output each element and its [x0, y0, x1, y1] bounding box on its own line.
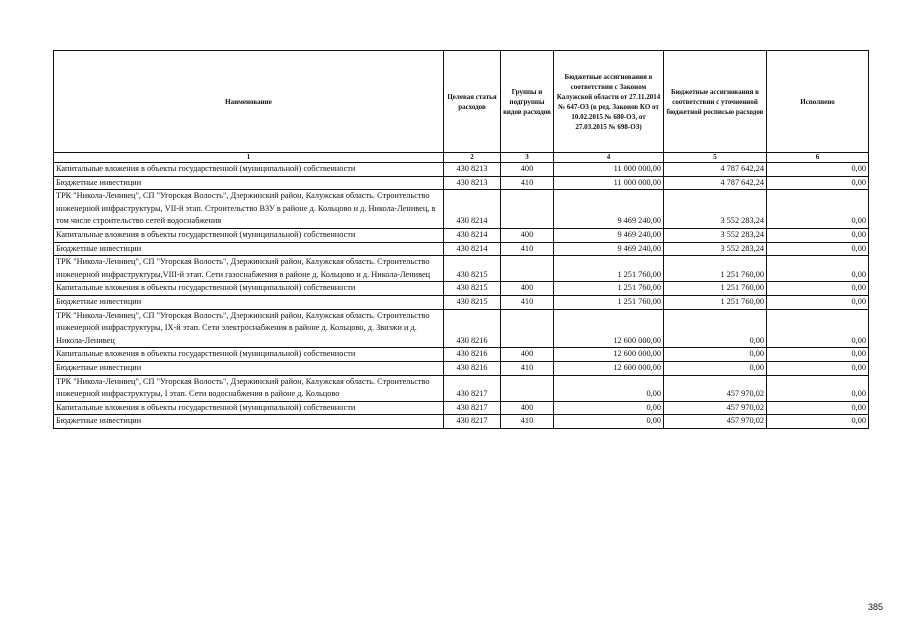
row-target-code: 430 8213 [444, 163, 501, 177]
row-expense-group: 400 [501, 282, 554, 296]
row-name: ТРК "Никола-Ленивец", СП "Угорская Волость", Дзержинский район, Калужская область. Строительство инженерной инфраструктуры, VII-й этап. Строительство ВЗУ в районе д. Кольцово и д. Никола-Ленивец, в том числе строительство сетей водоснабжения [54, 190, 444, 229]
row-law-amount: 0,00 [554, 401, 664, 415]
row-list-amount: 457 970,02 [664, 401, 767, 415]
row-executed-amount: 0,00 [767, 242, 869, 256]
row-expense-group: 410 [501, 242, 554, 256]
row-name: ТРК "Никола-Ленивец", СП "Угорская Волость", Дзержинский район, Калужская область. Строительство инженерной инфраструктуры,VIII-й этап. Сети газоснабжения в районе д. Кольцово и д. Никола-Ленивец [54, 256, 444, 282]
row-name: ТРК "Никола-Ленивец", СП "Угорская Волость", Дзержинский район, Калужская область. Строительство инженерной инфраструктуры, I этап. Сети водоснабжения в районе д. Кольцово [54, 375, 444, 401]
column-numbers-row [54, 153, 869, 163]
row-list-amount: 457 970,02 [664, 415, 767, 429]
table-row [54, 375, 869, 401]
row-target-code: 430 8216 [444, 348, 501, 362]
row-expense-group: 410 [501, 361, 554, 375]
row-list-amount: 457 970,02 [664, 375, 767, 401]
row-list-amount: 0,00 [664, 348, 767, 362]
row-law-amount: 1 251 760,00 [554, 282, 664, 296]
row-expense-group [501, 309, 554, 348]
table-row [54, 228, 869, 242]
row-list-amount: 1 251 760,00 [664, 282, 767, 296]
row-executed-amount: 0,00 [767, 163, 869, 177]
row-expense-group: 400 [501, 401, 554, 415]
table-row [54, 295, 869, 309]
row-law-amount: 11 000 000,00 [554, 163, 664, 177]
row-target-code: 430 8216 [444, 309, 501, 348]
row-law-amount: 0,00 [554, 415, 664, 429]
row-list-amount: 0,00 [664, 309, 767, 348]
column-number: 5 [664, 153, 767, 163]
row-list-amount: 1 251 760,00 [664, 295, 767, 309]
header-expense-groups: Группы и подгруппы видов расходов [501, 51, 554, 153]
budget-sheet [53, 50, 868, 429]
row-name: Бюджетные инвестиции [54, 295, 444, 309]
table-row [54, 309, 869, 348]
row-name: Капитальные вложения в объекты государственной (муниципальной) собственности [54, 228, 444, 242]
row-executed-amount: 0,00 [767, 361, 869, 375]
row-expense-group: 400 [501, 163, 554, 177]
header-list-allocations: Бюджетные ассигнования в соответствии с уточненной бюджетной росписью расходов [664, 51, 767, 153]
row-law-amount: 1 251 760,00 [554, 295, 664, 309]
row-name: Бюджетные инвестиции [54, 176, 444, 190]
row-name: Капитальные вложения в объекты государственной (муниципальной) собственности [54, 163, 444, 177]
row-law-amount: 9 469 240,00 [554, 242, 664, 256]
row-expense-group: 410 [501, 295, 554, 309]
row-executed-amount: 0,00 [767, 348, 869, 362]
row-law-amount: 1 251 760,00 [554, 256, 664, 282]
row-list-amount: 3 552 283,24 [664, 228, 767, 242]
table-row [54, 282, 869, 296]
row-executed-amount: 0,00 [767, 256, 869, 282]
column-number: 3 [501, 153, 554, 163]
row-target-code: 430 8215 [444, 295, 501, 309]
row-expense-group: 410 [501, 415, 554, 429]
row-target-code: 430 8214 [444, 242, 501, 256]
row-list-amount: 4 787 642,24 [664, 176, 767, 190]
row-name: Капитальные вложения в объекты государственной (муниципальной) собственности [54, 401, 444, 415]
row-law-amount: 9 469 240,00 [554, 190, 664, 229]
row-list-amount: 0,00 [664, 361, 767, 375]
row-name: ТРК "Никола-Ленивец", СП "Угорская Волость", Дзержинский район, Калужская область. Строительство инженерной инфраструктуры, IX-й этап. Сети электроснабжения в районе д. Кольцово, д. Звизжи и д. Никола-Ленивец [54, 309, 444, 348]
row-target-code: 430 8217 [444, 415, 501, 429]
table-row [54, 415, 869, 429]
row-expense-group: 410 [501, 176, 554, 190]
row-expense-group [501, 190, 554, 229]
row-executed-amount: 0,00 [767, 295, 869, 309]
row-name: Бюджетные инвестиции [54, 361, 444, 375]
row-executed-amount: 0,00 [767, 190, 869, 229]
table-body [54, 163, 869, 429]
row-name: Капитальные вложения в объекты государственной (муниципальной) собственности [54, 348, 444, 362]
row-executed-amount: 0,00 [767, 375, 869, 401]
table-row [54, 256, 869, 282]
row-executed-amount: 0,00 [767, 228, 869, 242]
row-name: Бюджетные инвестиции [54, 415, 444, 429]
table-row [54, 348, 869, 362]
row-target-code: 430 8214 [444, 228, 501, 242]
row-expense-group [501, 375, 554, 401]
row-name: Капитальные вложения в объекты государственной (муниципальной) собственности [54, 282, 444, 296]
row-list-amount: 4 787 642,24 [664, 163, 767, 177]
column-number: 2 [444, 153, 501, 163]
header-executed: Исполнено [767, 51, 869, 153]
row-law-amount: 12 600 000,00 [554, 361, 664, 375]
row-expense-group [501, 256, 554, 282]
row-executed-amount: 0,00 [767, 401, 869, 415]
column-number: 1 [54, 153, 444, 163]
row-expense-group: 400 [501, 228, 554, 242]
header-row [54, 51, 869, 153]
row-target-code: 430 8217 [444, 375, 501, 401]
table-row [54, 401, 869, 415]
column-number: 4 [554, 153, 664, 163]
row-target-code: 430 8215 [444, 256, 501, 282]
row-target-code: 430 8215 [444, 282, 501, 296]
table-row [54, 190, 869, 229]
row-law-amount: 11 000 000,00 [554, 176, 664, 190]
budget-table [53, 50, 869, 429]
row-list-amount: 3 552 283,24 [664, 242, 767, 256]
table-row [54, 242, 869, 256]
row-target-code: 430 8216 [444, 361, 501, 375]
table-row [54, 361, 869, 375]
row-target-code: 430 8217 [444, 401, 501, 415]
table-row [54, 163, 869, 177]
row-law-amount: 12 600 000,00 [554, 309, 664, 348]
header-target-article: Целевая статья расходов [444, 51, 501, 153]
row-name: Бюджетные инвестиции [54, 242, 444, 256]
row-executed-amount: 0,00 [767, 415, 869, 429]
row-target-code: 430 8213 [444, 176, 501, 190]
row-executed-amount: 0,00 [767, 176, 869, 190]
row-expense-group: 400 [501, 348, 554, 362]
column-number: 6 [767, 153, 869, 163]
row-law-amount: 0,00 [554, 375, 664, 401]
row-executed-amount: 0,00 [767, 309, 869, 348]
row-executed-amount: 0,00 [767, 282, 869, 296]
row-list-amount: 3 552 283,24 [664, 190, 767, 229]
header-name: Наименование [54, 51, 444, 153]
row-law-amount: 9 469 240,00 [554, 228, 664, 242]
row-law-amount: 12 600 000,00 [554, 348, 664, 362]
page-number: 385 [868, 602, 884, 612]
header-law-allocations: Бюджетные ассигнования в соответствии с Законом Калужской области от 27.11.2014 № 647-ОЗ (в ред. Законов КО от 10.02.2015 № 680-ОЗ, от 27.03.2015 № 698-ОЗ) [554, 51, 664, 153]
row-list-amount: 1 251 760,00 [664, 256, 767, 282]
table-row [54, 176, 869, 190]
row-target-code: 430 8214 [444, 190, 501, 229]
